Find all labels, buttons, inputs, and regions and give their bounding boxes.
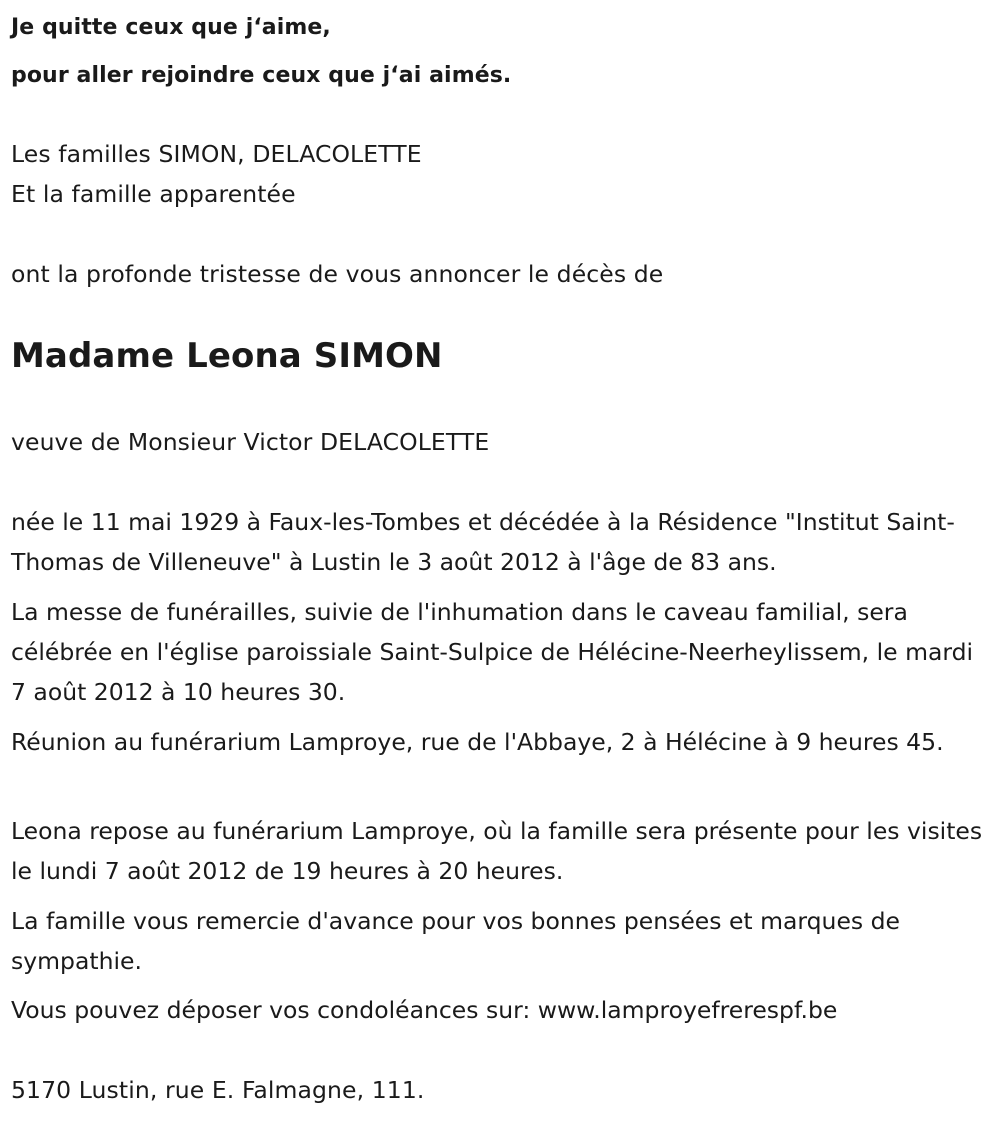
funeral-mass-paragraph: La messe de funérailles, suivie de l'inhumation dans le caveau familial, sera célébrée en l'église paroissiale Saint-Sulpice de Hélécine-Neerheylissem, le mardi 7 août 2012 à 10 heures 30. <box>11 598 974 706</box>
announcement-text: ont la profonde tristesse de vous annoncer le décès de <box>11 260 664 288</box>
birth-death-paragraph: née le 11 mai 1929 à Faux-les-Tombes et décédée à la Résidence "Institut Saint-Thomas de Villeneuve" à Lustin le 3 août 2012 à l'âge de 83 ans. <box>11 508 955 576</box>
visitation-paragraph: Leona repose au funérarium Lamproye, où la famille sera présente pour les visites le lundi 7 août 2012 de 19 heures à 20 heures. <box>11 817 983 885</box>
thanks-paragraph: La famille vous remercie d'avance pour vos bonnes pensées et marques de sympathie. <box>11 907 900 975</box>
spouse-text: veuve de Monsieur Victor DELACOLETTE <box>11 428 490 456</box>
quote-line-1: Je quitte ceux que j‘aime, <box>11 15 331 40</box>
families-line-1: Les familles SIMON, DELACOLETTE <box>11 140 422 168</box>
address-text: 5170 Lustin, rue E. Falmagne, 111. <box>11 1076 425 1104</box>
condolences-paragraph: Vous pouvez déposer vos condoléances sur: www.lamproyefrerespf.be <box>11 996 838 1024</box>
deceased-name: Madame Leona SIMON <box>11 336 443 376</box>
meeting-paragraph: Réunion au funérarium Lamproye, rue de l'Abbaye, 2 à Hélécine à 9 heures 45. <box>11 728 944 756</box>
families-line-2: Et la famille apparentée <box>11 180 296 208</box>
quote-line-2: pour aller rejoindre ceux que j‘ai aimés. <box>11 63 512 88</box>
